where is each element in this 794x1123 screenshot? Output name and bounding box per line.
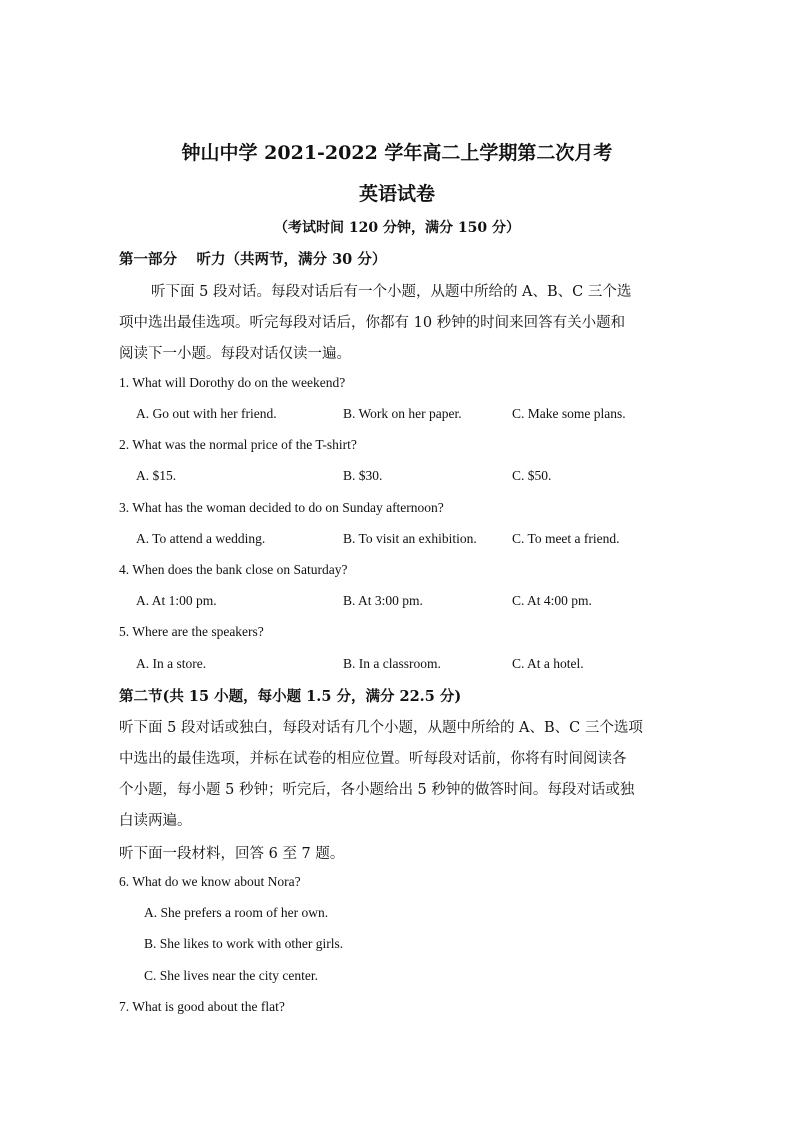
option-c: C. To meet a friend. <box>512 531 620 546</box>
option-a: A. To attend a wedding. <box>136 531 266 546</box>
option-c: C. At 4:00 pm. <box>512 593 592 608</box>
section2-heading: 第二节(共 15 小题，每小题 1.5 分，满分 22.5 分) <box>119 688 462 705</box>
part1-instruction-line: 阅读下一小题。每段对话仅读一遍。 <box>119 346 351 362</box>
question-6: 6. What do we know about Nora? <box>119 874 301 889</box>
option-c: C. At a hotel. <box>512 656 584 671</box>
option-c: C. Make some plans. <box>512 406 626 421</box>
option-b: B. Work on her paper. <box>343 406 462 421</box>
question-2: 2. What was the normal price of the T-shirt? <box>119 437 357 452</box>
section2-instruction-line: 白读两遍。 <box>119 813 192 829</box>
question-3: 3. What has the woman decided to do on Sunday afternoon? <box>119 500 444 515</box>
option-b: B. In a classroom. <box>343 656 441 671</box>
question-7: 7. What is good about the flat? <box>119 999 285 1014</box>
option-b: B. She likes to work with other girls. <box>144 936 344 951</box>
option-a: A. At 1:00 pm. <box>136 593 217 608</box>
material-note: 听下面一段材料，回答 6 至 7 题。 <box>119 846 345 862</box>
option-a: A. $15. <box>136 468 177 483</box>
option-a: A. In a store. <box>136 656 207 671</box>
exam-title: 钟山中学 2021-2022 学年高二上学期第二次月考 <box>181 142 613 164</box>
question-4: 4. When does the bank close on Saturday? <box>119 562 348 577</box>
option-a: A. Go out with her friend. <box>136 406 277 421</box>
section2-instruction-line: 中选出的最佳选项，并标在试卷的相应位置。听每段对话前，你将有时间阅读各 <box>119 751 627 767</box>
option-b: B. At 3:00 pm. <box>343 593 423 608</box>
exam-note: （考试时间 120 分钟，满分 150 分） <box>274 220 520 236</box>
option-b: B. To visit an exhibition. <box>343 531 477 546</box>
question-5: 5. Where are the speakers? <box>119 624 264 639</box>
part1-instruction-line: 听下面 5 段对话。每段对话后有一个小题，从题中所给的 A、B、C 三个选 <box>151 284 632 300</box>
option-c: C. $50. <box>512 468 552 483</box>
option-a: A. She prefers a room of her own. <box>144 905 329 920</box>
option-b: B. $30. <box>343 468 383 483</box>
question-1: 1. What will Dorothy do on the weekend? <box>119 375 346 390</box>
option-c: C. She lives near the city center. <box>144 968 318 983</box>
section2-instruction-line: 听下面 5 段对话或独白，每段对话有几个小题，从题中所给的 A、B、C 三个选项 <box>119 720 643 736</box>
section2-instruction-line: 个小题，每小题 5 秒钟；听完后，各小题给出 5 秒钟的做答时间。每段对话或独 <box>119 782 635 798</box>
subject-title: 英语试卷 <box>358 183 435 205</box>
part1-heading: 第一部分 听力（共两节，满分 30 分） <box>119 251 387 268</box>
part1-instruction-line: 项中选出最佳选项。听完每段对话后，你都有 10 秒钟的时间来回答有关小题和 <box>119 315 626 331</box>
